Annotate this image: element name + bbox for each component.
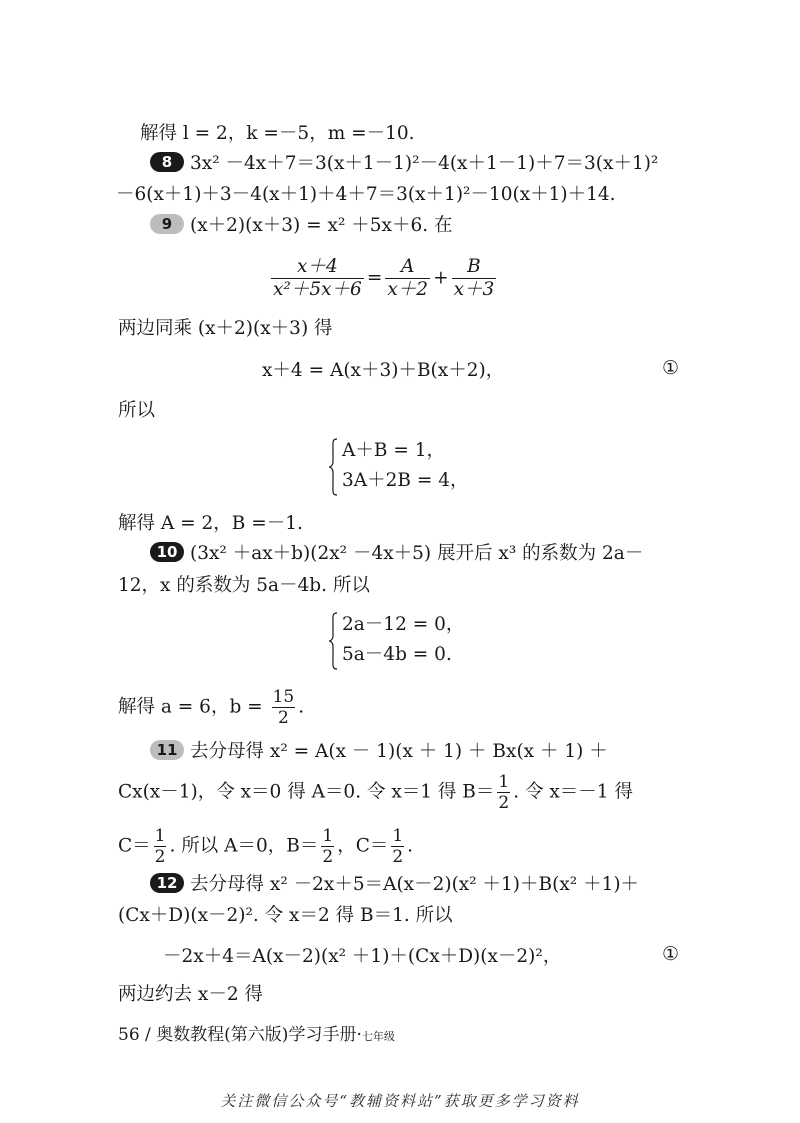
problem-10-line2: 12，x 的系数为 5a－4b. 所以 xyxy=(118,575,370,596)
problem-12-text: 两边约去 x－2 得 xyxy=(118,984,263,1005)
equation-1: x＋4 = A(x＋3)＋B(x＋2)， xyxy=(262,360,505,381)
system-row: 5a－4b = 0. xyxy=(342,644,452,665)
problem-number-badge: 12 xyxy=(150,873,184,893)
problem-10 xyxy=(150,541,643,567)
problem-12 xyxy=(150,872,639,898)
solution-line: 解得 l = 2，k =－5，m =－10. xyxy=(140,123,415,144)
denominator: 2 xyxy=(322,847,334,867)
problem-number-badge: 9 xyxy=(150,214,184,234)
fraction xyxy=(321,826,334,867)
equation-system xyxy=(328,612,528,672)
numerator: 1 xyxy=(498,772,510,792)
problem-11 xyxy=(150,739,608,765)
left-brace-icon xyxy=(328,438,338,496)
page-number: 56 xyxy=(118,1025,140,1045)
problem-8 xyxy=(150,151,658,177)
partial-fraction-equation: $\frac{x+4}{\text{x²＋5x＋6}}$ = $\frac{A}{x+2}$ + $\frac{B}{x+3}$ xyxy=(273,256,495,300)
text: C＝ xyxy=(118,835,151,857)
denominator: 2 xyxy=(498,793,510,813)
problem-11-line1: 去分母得 x² = A(x － 1)(x ＋ 1) ＋ Bx(x ＋ 1) ＋ xyxy=(190,741,608,762)
problem-8-line2: －6(x＋1)＋3－4(x＋1)＋4＋7＝3(x＋1)²－10(x＋1)＋14. xyxy=(116,184,616,205)
system-row: 3A＋2B = 4， xyxy=(342,470,469,491)
system-row: A＋B = 1， xyxy=(342,440,445,461)
problem-11-line2 xyxy=(118,772,633,813)
fraction xyxy=(452,256,497,301)
equation-system xyxy=(328,438,528,498)
numerator: 1 xyxy=(392,826,404,846)
answer-text: 解得 a = 6，b = xyxy=(118,696,263,718)
problem-9-line1: (x＋2)(x＋3) = x² ＋5x＋6. 在 xyxy=(190,215,453,236)
fraction xyxy=(271,256,364,301)
fraction xyxy=(497,772,510,813)
problem-number-badge: 11 xyxy=(150,740,184,760)
text: . 令 x＝－1 得 xyxy=(513,781,633,803)
problem-12-line1: 去分母得 x² －2x＋5＝A(x－2)(x² ＋1)＋B(x² ＋1)＋ xyxy=(190,874,640,895)
fraction xyxy=(154,826,167,867)
problem-9 xyxy=(150,213,453,239)
numerator: A xyxy=(385,256,430,279)
fraction xyxy=(272,687,296,728)
numerator: 1 xyxy=(322,826,334,846)
problem-9-text: 所以 xyxy=(118,400,156,421)
book-title: / 奥数教程(第六版)学习手册· xyxy=(145,1025,362,1045)
denominator: 2 xyxy=(392,847,404,867)
problem-10-line1: (3x² ＋ax＋b)(2x² －4x＋5) 展开后 x³ 的系数为 2a－ xyxy=(190,543,644,564)
watermark: 关注微信公众号“教辅资料站”获取更多学习资料 xyxy=(220,1092,580,1110)
denominator: x＋2 xyxy=(387,279,429,300)
numerator: B xyxy=(452,256,497,279)
denominator: x²＋5x＋6 xyxy=(273,279,362,300)
numerator: x＋4 xyxy=(271,256,364,279)
grade-label: 七年级 xyxy=(361,1030,395,1043)
text: Cx(x－1)，令 x＝0 得 A＝0. 令 x＝1 得 B＝ xyxy=(118,781,495,803)
text: ，C＝ xyxy=(337,835,389,857)
problem-number-badge: 8 xyxy=(150,152,184,172)
problem-12-line2: (Cx＋D)(x－2)². 令 x＝2 得 B＝1. 所以 xyxy=(118,905,453,926)
equation-1: －2x＋4＝A(x－2)(x² ＋1)＋(Cx＋D)(x－2)²， xyxy=(163,946,562,967)
fraction xyxy=(391,826,404,867)
denominator: x＋3 xyxy=(453,279,495,300)
problem-number-badge: 10 xyxy=(150,542,184,562)
left-brace-icon xyxy=(328,612,338,670)
text: . 所以 A＝0，B＝ xyxy=(169,835,319,857)
system-row: 2a－12 = 0， xyxy=(342,614,465,635)
numerator: 15 xyxy=(272,687,295,707)
problem-10-answer: 解得 a = 6，b = $\frac{15}{2}$ . xyxy=(118,687,305,728)
equation-number-circle: ① xyxy=(662,357,680,379)
denominator: 2 xyxy=(154,847,166,867)
denominator: 2 xyxy=(277,708,289,728)
equation-number-circle: ① xyxy=(662,943,680,965)
page-footer xyxy=(118,1020,395,1045)
problem-9-text: 两边同乘 (x＋2)(x＋3) 得 xyxy=(118,318,333,339)
fraction xyxy=(385,256,430,301)
numerator: 1 xyxy=(154,826,166,846)
problem-11-line3: C＝ $\frac{1}{2}$ . 所以 A＝0，B＝ $\frac{1}{2}$ ，C＝ $\frac{1}{2}$ . xyxy=(118,826,414,867)
problem-9-answer: 解得 A = 2，B =－1. xyxy=(118,513,303,534)
problem-8-line1: 3x² －4x＋7＝3(x＋1－1)²－4(x＋1－1)＋7＝3(x＋1)² xyxy=(190,153,659,174)
